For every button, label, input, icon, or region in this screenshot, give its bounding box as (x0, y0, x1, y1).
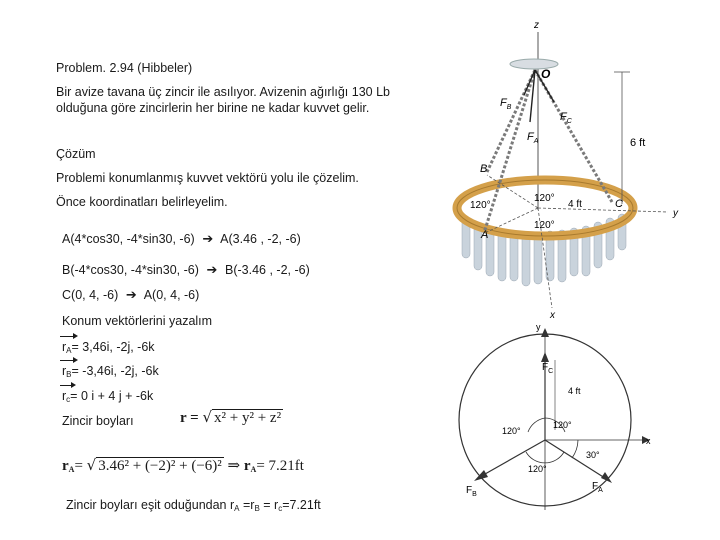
formula-ra-lhs: $r_A$ (62, 458, 75, 474)
fa-arrow-icon (601, 472, 612, 483)
angle-120-bottom-label: 120° (534, 220, 555, 231)
vector-rc-value: = 0 i + 4 j + -6k (70, 389, 154, 403)
y-axis-2d-label: y (536, 322, 541, 332)
force-fb-2d-label: $F_B$ (466, 485, 477, 498)
force-fc-2d-label: $F_C$ (542, 362, 554, 375)
angle-30-2d-label: 30° (586, 450, 600, 460)
force-fa-2d-label: $F_A$ (592, 481, 603, 494)
coord-a-expr: A(4*cos30, -4*sin30, -6) (62, 232, 195, 246)
vector-rb-symbol: $r_B$ (62, 363, 72, 383)
formula-general-rhs: x² + y² + z² (214, 410, 282, 426)
vector-ra-symbol: $r_A$ (62, 339, 72, 359)
x-axis-label: x (550, 310, 555, 320)
sqrt-icon: √ (86, 456, 97, 474)
angle-120-left-2d-label: 120° (502, 426, 521, 436)
radius-4ft-label: 4 ft (568, 199, 582, 210)
coord-c-expr: C(0, 4, -6) (62, 288, 119, 302)
force-fc-label: $F_C$ (560, 111, 572, 125)
vector-rb-value: = -3,46i, -2j, -6k (71, 364, 159, 378)
angle-120-right-2d-label: 120° (553, 420, 572, 430)
vector-ra-value: = 3,46i, -2j, -6k (71, 340, 155, 354)
right-arrow-icon: ➔ (202, 263, 222, 278)
top-view-figure (440, 315, 720, 540)
solution-intro: Problemi konumlanmış kuvvet vektörü yolu ile çözelim. (56, 171, 359, 185)
formula-ra-result-lhs: $r_A$ (243, 458, 257, 474)
coord-b-expr: B(-4*cos30, -4*sin30, -6) (62, 263, 199, 277)
right-arrow-icon: ➔ (121, 288, 141, 303)
sqrt-icon: √ (202, 408, 212, 426)
radius-4ft-2d-label: 4 ft (568, 386, 581, 396)
coord-a-result: A(3.46 , -2, -6) (220, 232, 301, 246)
problem-statement-line1: Bir avize tavana üç zincir ile asılıyor. Avizenin ağırlığı 130 Lb (56, 85, 390, 99)
point-c-label: C (615, 198, 623, 210)
force-fb-label: $F_B$ (500, 97, 512, 111)
angle-arc-30 (572, 440, 578, 458)
y-axis-label: y (673, 208, 678, 219)
formula-general-lhs: r = (180, 410, 199, 426)
formula-ra-result: = 7.21ft (256, 458, 304, 474)
angle-120-top-label: 120° (534, 193, 555, 204)
z-axis-label: z (534, 20, 539, 31)
coord-c-line (62, 287, 199, 304)
formula-magnitude-ra: $r_A=$ √ 3.46² + (−2)² + (−6)² ⇒ $r_A= 7.21ft$ (62, 456, 304, 474)
implies-icon: ⇒ (227, 456, 241, 474)
radius-a (487, 208, 538, 232)
vector-rc-line (62, 388, 153, 408)
vector-ra-line (62, 339, 155, 359)
ceiling-mount (510, 59, 558, 69)
formula-magnitude-general (180, 406, 283, 429)
formula-ra-rhs: 3.46² + (−2)² + (−6)² (98, 458, 222, 474)
point-b-label: B (480, 163, 488, 175)
point-a-label: A (481, 229, 489, 241)
force-fa-label: $F_A$ (527, 131, 539, 145)
vector-rc-symbol: $r_c$ (62, 388, 70, 408)
y-axis-arrow-icon (541, 328, 549, 337)
vector-rb-line (62, 363, 159, 383)
problem-statement-line2: olduğuna göre zincirlerin her birine ne kadar kuvvet gelir. (56, 101, 370, 115)
height-6ft-label: 6 ft (630, 137, 646, 149)
coord-c-result: A(0, 4, -6) (143, 288, 200, 302)
point-o-label: O (541, 67, 551, 81)
chain-lengths-label: Zincir boyları (62, 414, 134, 428)
solution-heading: Çözüm (56, 147, 96, 161)
y-axis (538, 208, 668, 212)
position-vectors-heading: Konum vektörlerini yazalım (62, 314, 213, 328)
coords-intro: Önce koordinatları belirleyelim. (56, 195, 228, 209)
angle-arc-left (528, 418, 545, 432)
problem-title: Problem. 2.94 (Hibbeler) (56, 61, 193, 75)
x-axis-2d-label: x (646, 436, 651, 446)
angle-120-bottom-2d-label: 120° (528, 464, 547, 474)
coord-b-result: B(-3.46 , -2, -6) (225, 263, 310, 277)
right-arrow-icon: ➔ (198, 232, 218, 247)
chandelier-figure (440, 10, 720, 320)
angle-120-left-label: 120° (470, 200, 491, 211)
fc-arrow-icon (541, 352, 549, 362)
conclusion-line: Zincir boyları eşit oduğundan $r_A =r_B = r_c=7.21ft$ (66, 498, 321, 513)
coord-b-line (62, 262, 310, 279)
coord-a-line (62, 231, 301, 248)
